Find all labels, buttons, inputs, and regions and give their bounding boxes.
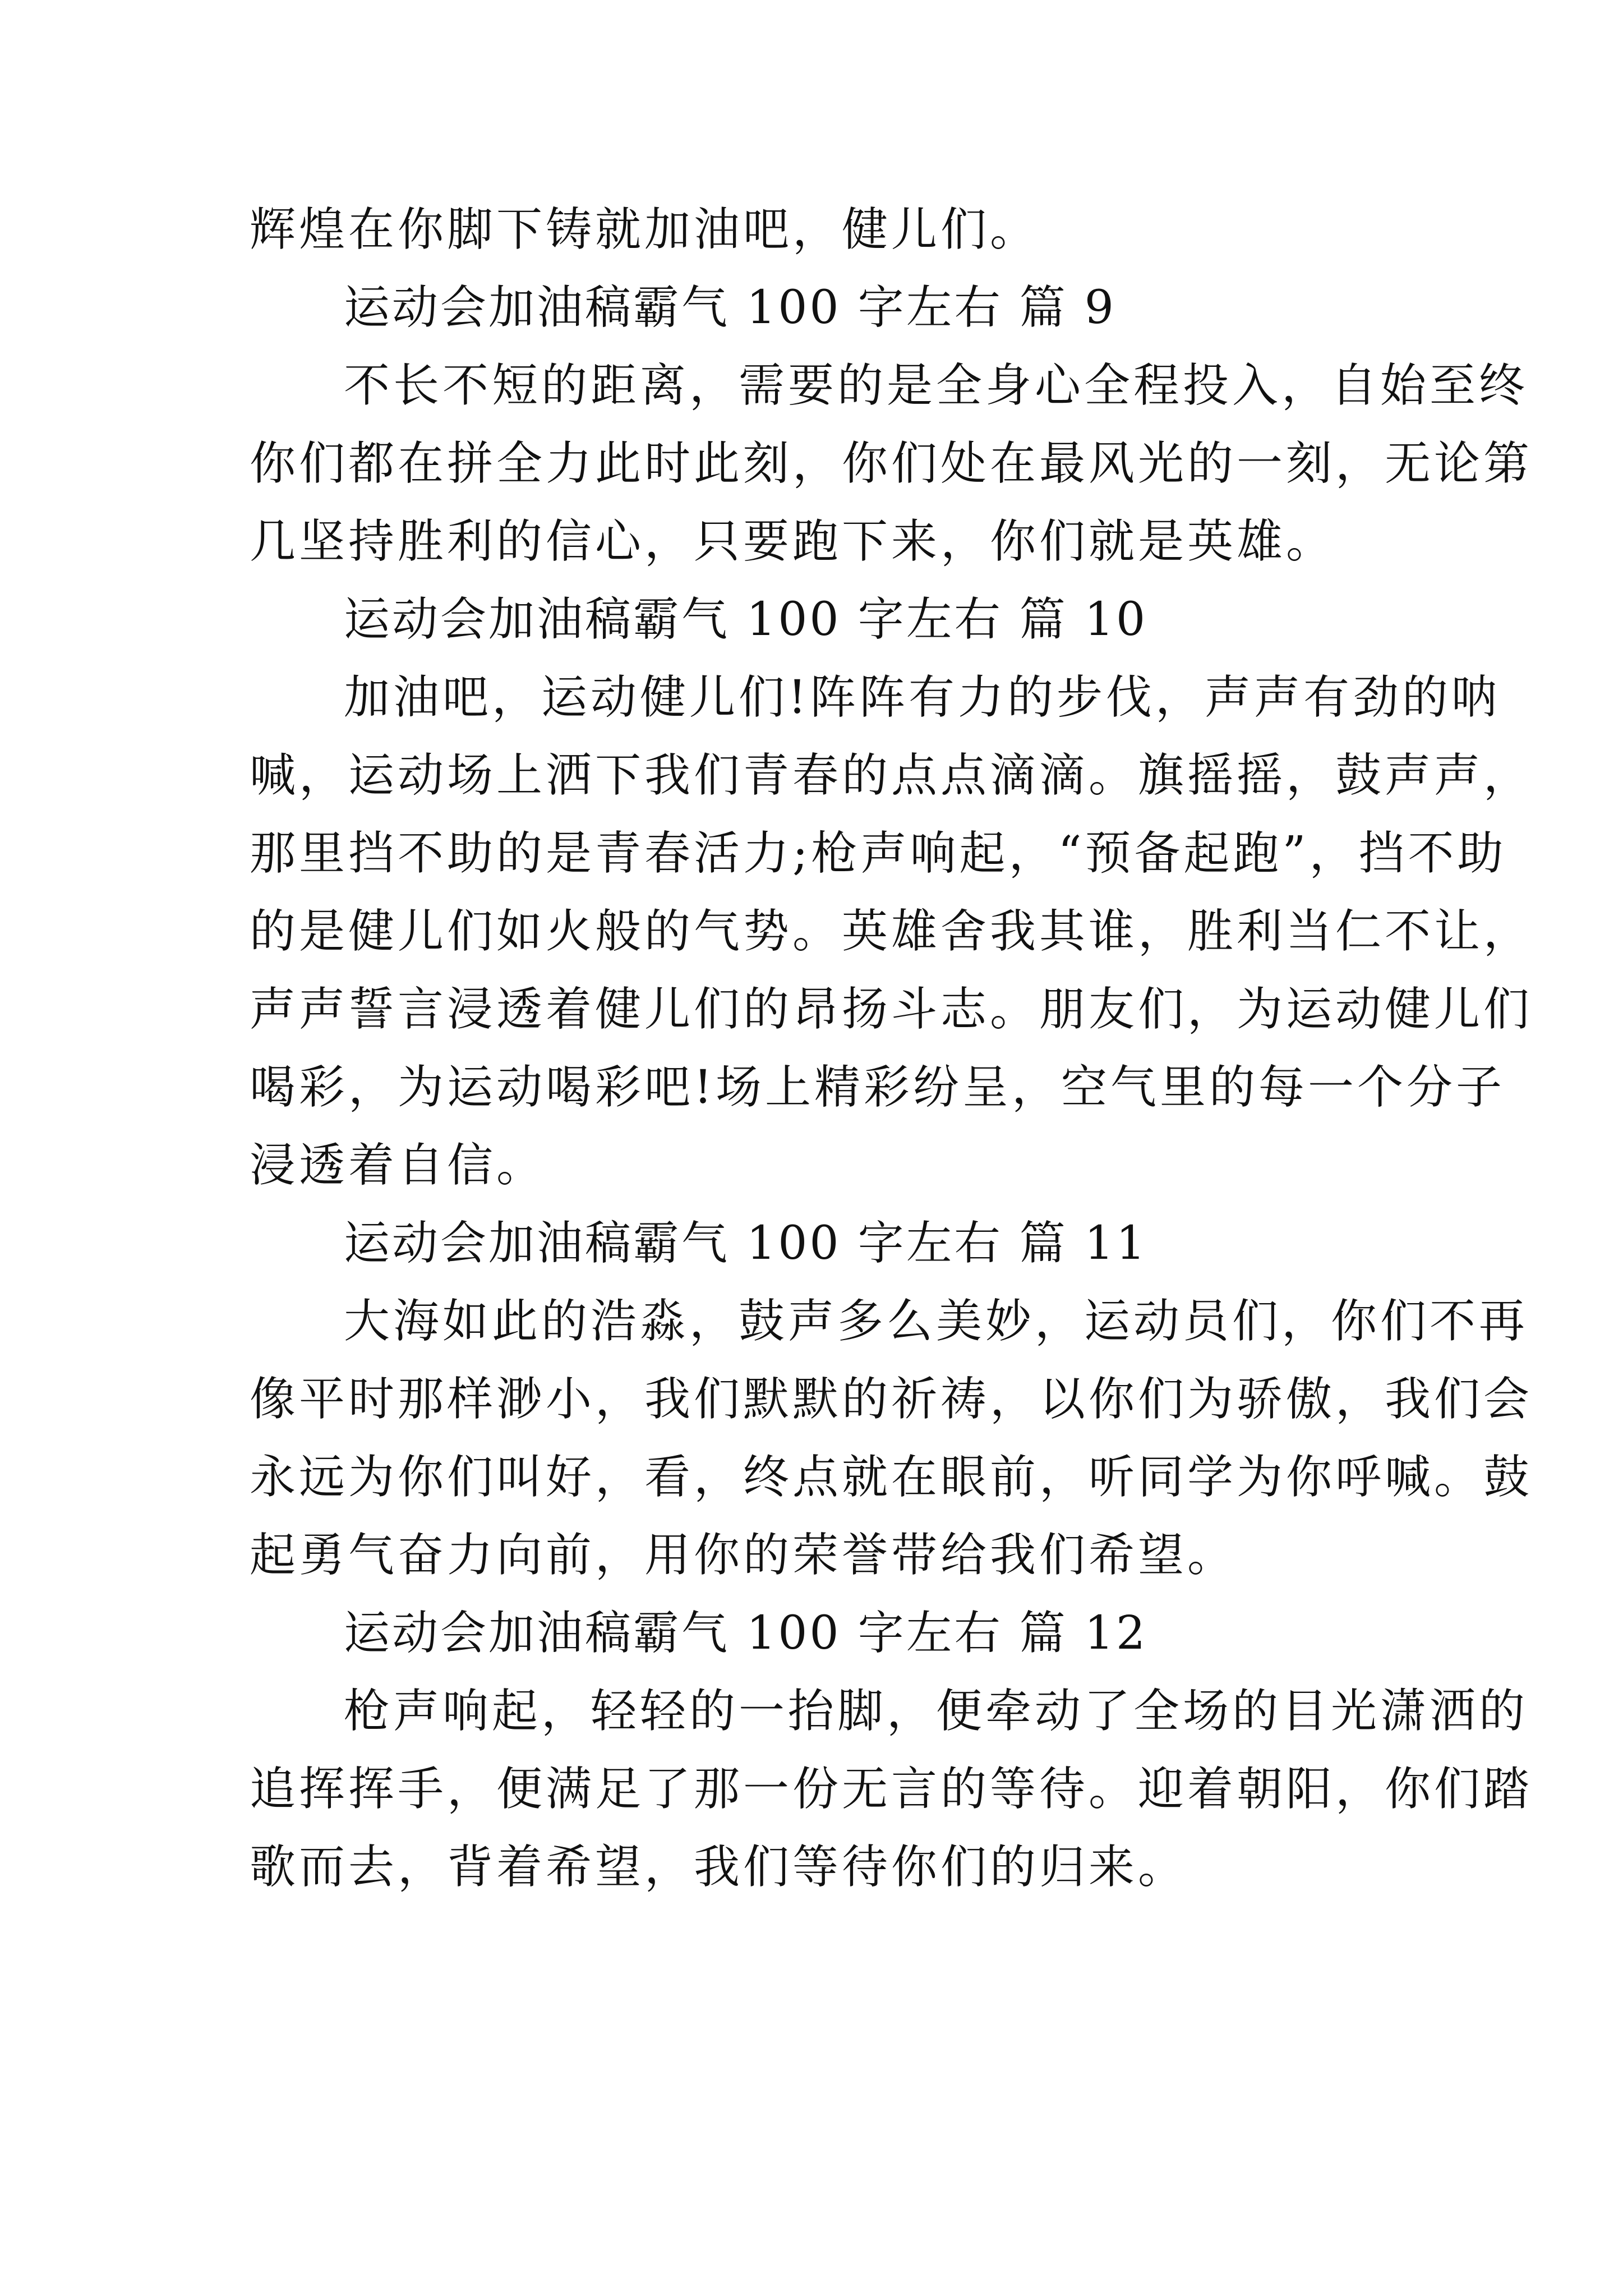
paragraph-line: 喊，运动场上洒下我们青春的点点滴滴。旗摇摇，鼓声声， (250, 749, 1533, 802)
section-heading-10: 运动会加油稿霸气 100 字左右 篇 10 (344, 593, 1148, 646)
section-paragraph-12 (250, 1672, 1533, 1906)
paragraph-line: 几坚持胜利的信心，只要跑下来，你们就是英雄。 (250, 515, 1336, 568)
paragraph-line: 你们都在拼全力此时此刻，你们处在最风光的一刻，无论第 (250, 437, 1533, 490)
paragraph-line: 歌而去，背着希望，我们等待你们的归来。 (250, 1841, 1188, 1894)
paragraph-line: 声声誓言浸透着健儿们的昂扬斗志。朋友们，为运动健儿们 (250, 983, 1533, 1036)
document-page (250, 191, 1533, 1906)
paragraph-line: 喝彩，为运动喝彩吧!场上精彩纷呈，空气里的每一个分子 (250, 1061, 1505, 1114)
section-paragraph-11 (250, 1282, 1533, 1594)
section-paragraph-9 (250, 347, 1533, 581)
paragraph-line: 辉煌在你脚下铸就加油吧，健儿们。 (250, 203, 1040, 256)
paragraph-line: 起勇气奋力向前，用你的荣誉带给我们希望。 (250, 1529, 1237, 1582)
paragraph-line: 的是健儿们如火般的气势。英雄舍我其谁，胜利当仁不让， (250, 905, 1533, 958)
section-heading-12: 运动会加油稿霸气 100 字左右 篇 12 (344, 1607, 1148, 1660)
paragraph-line: 大海如此的浩淼，鼓声多么美妙，运动员们，你们不再 (344, 1295, 1529, 1348)
paragraph-line: 浸透着自信。 (250, 1139, 546, 1192)
intro-paragraph (250, 191, 1388, 269)
paragraph-line: 枪声响起，轻轻的一抬脚，便牵动了全场的目光潇洒的 (344, 1685, 1529, 1738)
section-heading-9: 运动会加油稿霸气 100 字左右 篇 9 (344, 281, 1116, 334)
paragraph-line: 加油吧，运动健儿们!阵阵有力的步伐，声声有劲的呐 (344, 671, 1501, 724)
section-heading-11: 运动会加油稿霸气 100 字左右 篇 11 (344, 1217, 1148, 1270)
paragraph-line: 不长不短的距离，需要的是全身心全程投入，自始至终 (344, 359, 1529, 412)
paragraph-line: 那里挡不助的是青春活力;枪声响起，“预备起跑”，挡不助 (250, 827, 1507, 880)
section-paragraph-10 (250, 659, 1533, 1204)
paragraph-line: 像平时那样渺小，我们默默的祈祷，以你们为骄傲，我们会 (250, 1373, 1533, 1426)
paragraph-line: 追挥挥手，便满足了那一份无言的等待。迎着朝阳，你们踏 (250, 1763, 1533, 1816)
paragraph-line: 永远为你们叫好，看，终点就在眼前，听同学为你呼喊。鼓 (250, 1451, 1533, 1504)
